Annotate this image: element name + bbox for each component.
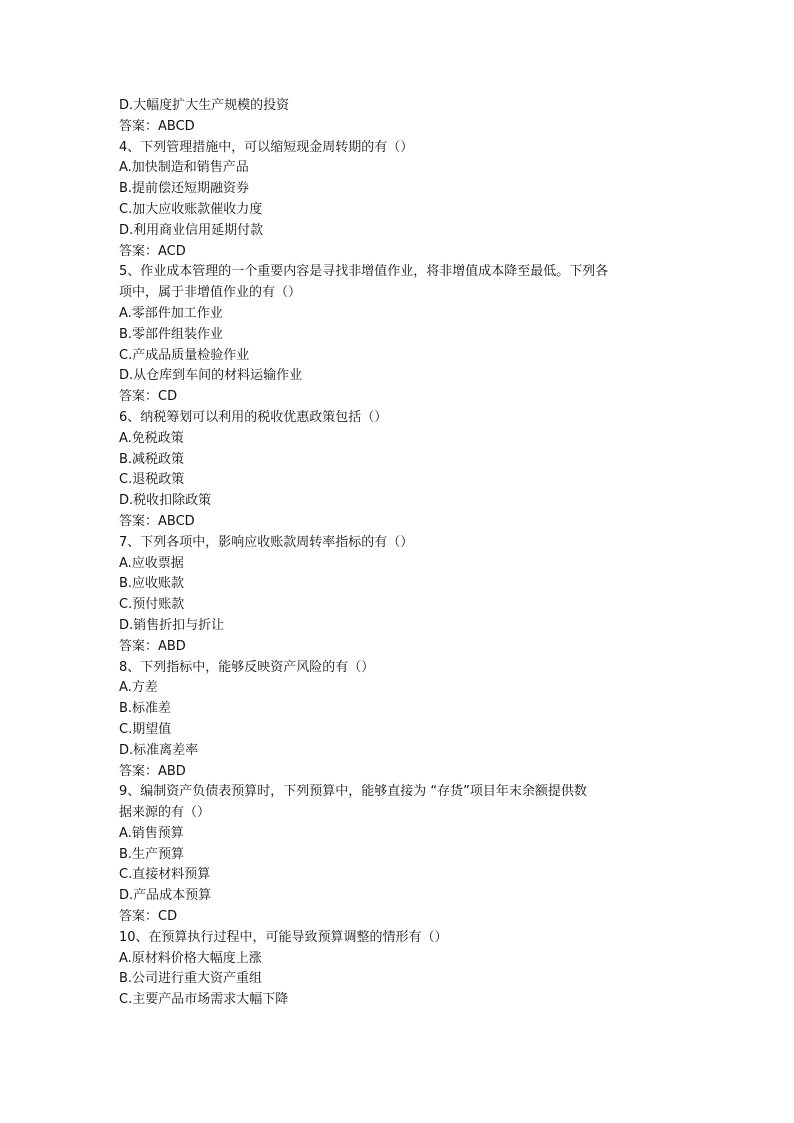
option-line: C.直接材料预算: [119, 867, 211, 883]
question-5-continued: 项中，属于非增值作业的有（）: [119, 285, 302, 301]
question-4: 4、下列管理措施中，可以缩短现金周转期的有（）: [119, 139, 414, 155]
question-9-continued: 据来源的有（）: [119, 805, 211, 821]
option-line: B.标准差: [119, 701, 172, 717]
answer-line: 答案：ABD: [119, 638, 186, 654]
answer-line: 答案：CD: [119, 909, 178, 925]
option-line: D.产品成本预算: [119, 888, 212, 904]
question-10: 10、在预算执行过程中，可能导致预算调整的情形有（）: [119, 929, 448, 945]
option-line: A.免税政策: [119, 430, 184, 446]
option-line: D.税收扣除政策: [119, 493, 212, 509]
option-line: B.提前偿还短期融资券: [119, 181, 250, 197]
answer-line: 答案：ABD: [119, 763, 186, 779]
option-line: D.利用商业信用延期付款: [119, 222, 264, 238]
answer-line: 答案：CD: [119, 389, 178, 405]
option-line: B.应收账款: [119, 576, 185, 592]
option-line: A.加快制造和销售产品: [119, 160, 249, 176]
question-7: 7、下列各项中，影响应收账款周转率指标的有（）: [119, 534, 414, 550]
option-line: C.期望值: [119, 721, 172, 737]
question-6: 6、纳税筹划可以利用的税收优惠政策包括（）: [119, 409, 388, 425]
option-line: B.公司进行重大资产重组: [119, 971, 263, 987]
option-line: A.原材料价格大幅度上涨: [119, 950, 262, 966]
option-line: C.预付账款: [119, 597, 185, 613]
option-line: A.方差: [119, 680, 158, 696]
option-line: A.零部件加工作业: [119, 305, 223, 321]
option-line: C.产成品质量检验作业: [119, 347, 250, 363]
option-line: B.生产预算: [119, 846, 185, 862]
answer-line: 答案：ABCD: [119, 513, 195, 529]
option-line: D.销售折扣与折让: [119, 617, 225, 633]
option-line: C.主要产品市场需求大幅下降: [119, 992, 289, 1008]
option-line: C.退税政策: [119, 472, 185, 488]
option-line: D.大幅度扩大生产规模的投资: [119, 98, 290, 113]
document-body: [119, 96, 679, 1011]
answer-line: 答案：ABCD: [119, 118, 195, 134]
option-line: D.从仓库到车间的材料运输作业: [119, 368, 303, 384]
option-line: A.应收票据: [119, 555, 184, 571]
option-line: C.加大应收账款催收力度: [119, 201, 263, 217]
answer-line: 答案：ACD: [119, 243, 186, 259]
question-5: 5、作业成本管理的一个重要内容是寻找非增值作业，将非增值成本降至最低。下列各: [119, 264, 609, 280]
option-line: D.标准离差率: [119, 742, 199, 758]
question-8: 8、下列指标中，能够反映资产风险的有（）: [119, 659, 375, 675]
option-line: B.零部件组装作业: [119, 326, 224, 342]
option-line: A.销售预算: [119, 825, 184, 841]
option-line: B.减税政策: [119, 451, 185, 467]
question-9: 9、编制资产负债表预算时，下列预算中，能够直接为 “存货”项目年末余额提供数: [119, 784, 587, 800]
